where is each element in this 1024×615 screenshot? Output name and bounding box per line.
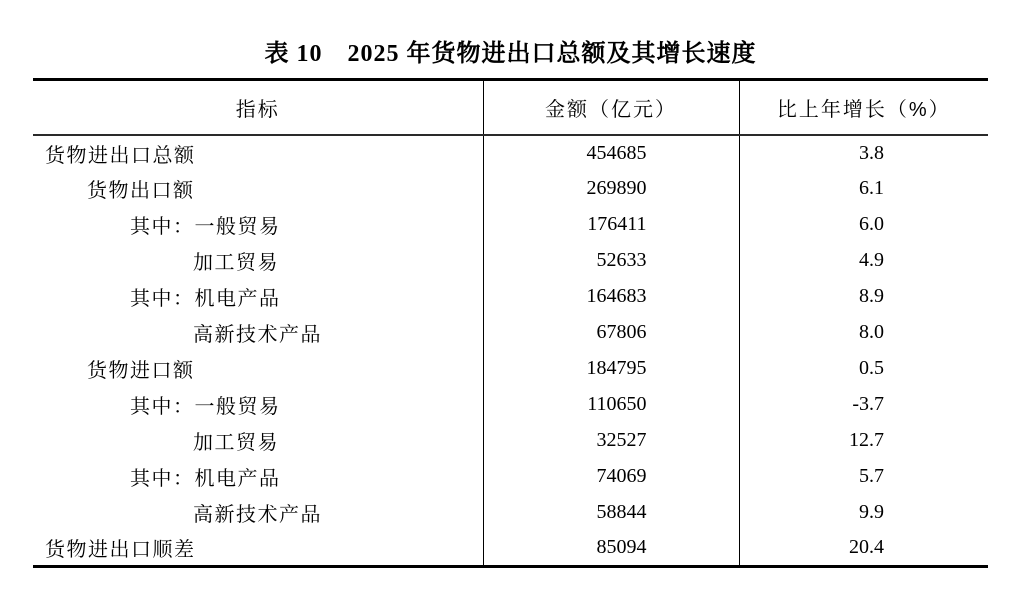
amount-cell: 32527	[483, 423, 739, 459]
indicator-cell: 货物进出口总额	[45, 144, 196, 167]
growth-cell: 6.0	[739, 207, 988, 243]
table-row	[33, 207, 988, 243]
indicator-cell: 货物进口额	[87, 360, 195, 382]
table-row	[33, 531, 988, 567]
growth-cell: -3.7	[739, 387, 988, 423]
table-body	[33, 135, 988, 567]
indicator-cell: 高新技术产品	[193, 324, 322, 346]
table-row	[33, 279, 988, 315]
table-row	[33, 243, 988, 279]
amount-cell: 176411	[483, 207, 739, 243]
growth-cell: 20.4	[739, 531, 988, 567]
table-title: 表 10 2025 年货物进出口总额及其增长速度	[264, 41, 757, 67]
table-row	[33, 423, 988, 459]
growth-cell: 6.1	[739, 171, 988, 207]
growth-cell: 12.7	[739, 423, 988, 459]
column-header-growth: 比上年增长（%）	[739, 80, 988, 135]
indicator-cell: 其中：一般贸易	[130, 396, 281, 418]
imports-exports-table	[33, 78, 988, 568]
growth-cell: 4.9	[739, 243, 988, 279]
table-row	[33, 351, 988, 387]
amount-cell: 52633	[483, 243, 739, 279]
amount-cell: 85094	[483, 531, 739, 567]
amount-cell: 67806	[483, 315, 739, 351]
table-header-row	[33, 80, 988, 135]
column-header-amount: 金额（亿元）	[483, 80, 739, 135]
indicator-cell: 其中：机电产品	[130, 468, 281, 490]
indicator-cell: 加工贸易	[193, 252, 279, 274]
amount-cell: 269890	[483, 171, 739, 207]
growth-cell: 8.9	[739, 279, 988, 315]
table-row	[33, 315, 988, 351]
amount-cell: 184795	[483, 351, 739, 387]
growth-cell: 9.9	[739, 495, 988, 531]
indicator-cell: 其中：一般贸易	[130, 216, 281, 238]
amount-cell: 164683	[483, 279, 739, 315]
growth-cell: 3.8	[739, 135, 988, 171]
table-row	[33, 459, 988, 495]
amount-cell: 110650	[483, 387, 739, 423]
growth-cell: 8.0	[739, 315, 988, 351]
indicator-cell: 加工贸易	[193, 432, 279, 454]
table-row	[33, 171, 988, 207]
indicator-cell: 货物出口额	[87, 180, 195, 202]
growth-cell: 5.7	[739, 459, 988, 495]
table-row	[33, 387, 988, 423]
indicator-cell: 高新技术产品	[193, 504, 322, 526]
amount-cell: 74069	[483, 459, 739, 495]
amount-cell: 454685	[483, 135, 739, 171]
table-row	[33, 135, 988, 171]
growth-cell: 0.5	[739, 351, 988, 387]
amount-cell: 58844	[483, 495, 739, 531]
indicator-cell: 其中：机电产品	[130, 288, 281, 310]
table-row	[33, 495, 988, 531]
indicator-cell: 货物进出口顺差	[45, 539, 196, 562]
column-header-indicator: 指标	[33, 80, 483, 135]
